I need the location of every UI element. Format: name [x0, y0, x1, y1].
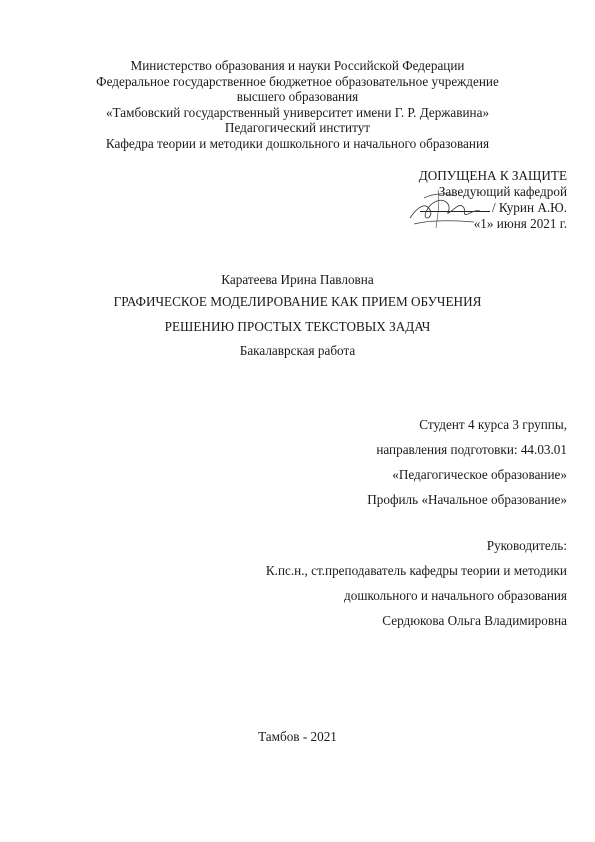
institute-line: Педагогический институт	[224, 120, 371, 136]
city-year: Тамбов - 2021	[258, 729, 337, 744]
student-block	[367, 412, 567, 512]
supervisor-degree: К.пс.н., ст.преподаватель кафедры теории и методики	[265, 563, 567, 578]
student-direction: направления подготовки: 44.03.01	[376, 442, 567, 457]
institution-header	[0, 58, 595, 152]
approval-status: ДОПУЩЕНА К ЗАЩИТЕ	[418, 168, 567, 183]
supervisor-block	[266, 533, 567, 633]
institution-type-line: Федеральное государственное бюджетное образовательное учреждение	[96, 73, 499, 89]
department-line: Кафедра теории и методики дошкольного и начального образования	[105, 135, 490, 151]
approval-date: «1» июня 2021 г.	[473, 215, 567, 231]
title-line-2: РЕШЕНИЮ ПРОСТЫХ ТЕКСТОВЫХ ЗАДАЧ	[164, 319, 431, 334]
approval-position: Заведующий кафедрой	[438, 183, 567, 199]
thesis-title	[0, 289, 595, 339]
student-profile: Профиль «Начальное образование»	[367, 492, 567, 507]
approval-signer: / Курин А.Ю.	[491, 200, 567, 216]
education-level-line: высшего образования	[236, 89, 359, 105]
handwritten-signature	[404, 184, 482, 232]
student-program: «Педагогическое образование»	[392, 467, 567, 482]
work-type: Бакалаврская работа	[239, 343, 356, 358]
supervisor-label: Руководитель:	[486, 538, 567, 553]
university-line: «Тамбовский государственный университет имени Г. Р. Державина»	[105, 104, 490, 120]
ministry-line: Министерство образования и науки Российской Федерации	[130, 58, 465, 73]
supervisor-name: Сердюкова Ольга Владимировна	[382, 613, 567, 628]
student-course: Студент 4 курса 3 группы,	[419, 417, 567, 432]
title-line-1: ГРАФИЧЕСКОЕ МОДЕЛИРОВАНИЕ КАК ПРИЕМ ОБУЧЕНИЯ	[113, 294, 482, 309]
author-name: Каратеева Ирина Павловна	[221, 272, 374, 287]
supervisor-department: дошкольного и начального образования	[344, 588, 567, 603]
